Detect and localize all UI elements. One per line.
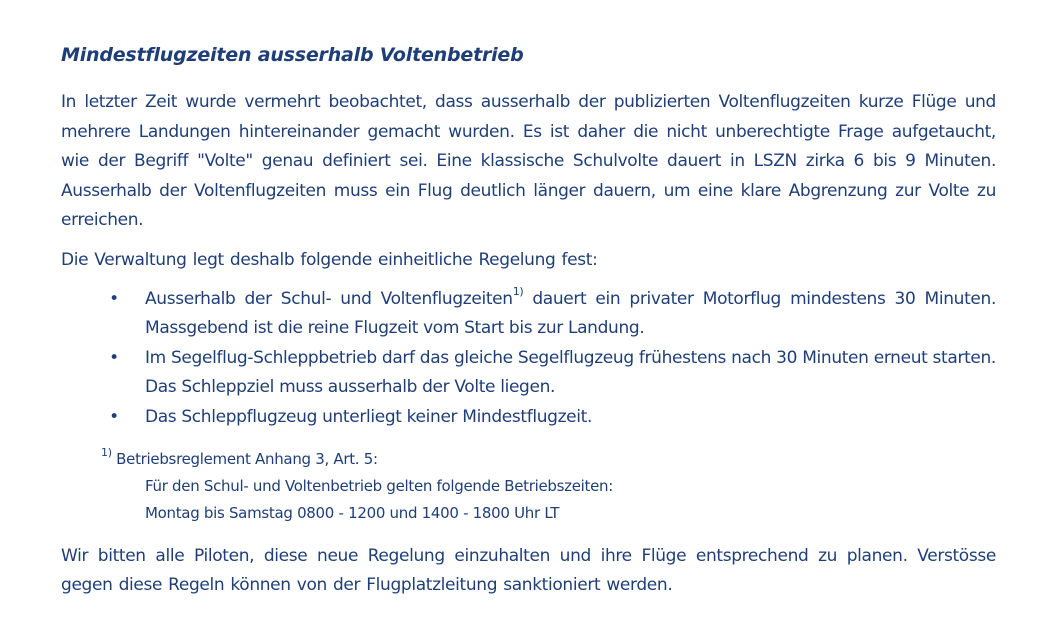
document-heading: Mindestflugzeiten ausserhalb Voltenbetrieb — [61, 44, 524, 66]
list-item-text: Ausserhalb der Schul- und Voltenflugzeiten — [145, 288, 513, 309]
footnote-line-2: Montag bis Samstag 0800 - 1200 und 1400 - 1800 Uhr LT — [145, 503, 560, 522]
footnote-title-line — [101, 446, 996, 473]
bullet-icon: • — [109, 288, 119, 309]
bullet-icon: • — [109, 406, 119, 427]
rule-intro-paragraph: Die Verwaltung legt deshalb folgende einheitliche Regelung fest: — [61, 249, 598, 270]
footnote-line-1: Für den Schul- und Voltenbetrieb gelten folgende Betriebszeiten: — [145, 476, 613, 495]
list-item-text-continued: dauert ein privater Motorflug mindestens 30 Minuten. Massgebend ist die reine Flugzeit vom Start bis zur Landung. — [145, 288, 996, 339]
footnote — [61, 446, 996, 527]
rules-list — [61, 285, 996, 433]
closing-paragraph: Wir bitten alle Piloten, diese neue Regelung einzuhalten und ihre Flüge entsprechend zu planen. Verstösse gegen diese Regeln können von der Flugplatzleitung sanktioniert werden. — [61, 545, 996, 596]
document-page — [61, 42, 996, 601]
list-item — [61, 403, 996, 433]
footnote-reference: 1) — [512, 284, 524, 298]
list-item-text: Das Schleppflugzeug unterliegt keiner Mindestflugzeit. — [145, 406, 593, 427]
intro-paragraph: In letzter Zeit wurde vermehrt beobachtet, dass ausserhalb der publizierten Voltenflugzeiten kurze Flüge und mehrere Landungen hintereinander gemacht wurden. Es ist daher die nicht unberechtigte Frage aufgetaucht, wie der Begriff "Volte" genau definiert sei. Eine klassische Schulvolte dauert in LSZN zirka 6 bis 9 Minuten. Ausserhalb der Voltenflugzeiten muss ein Flug deutlich länger dauern, um eine klare Abgrenzung zur Volte zu erreichen. — [61, 92, 996, 231]
list-item — [61, 285, 996, 344]
footnote-title: Betriebsreglement Anhang 3, Art. 5: — [111, 449, 378, 468]
list-item — [61, 344, 996, 403]
footnote-mark: 1) — [101, 445, 112, 459]
list-item-text: Im Segelflug-Schleppbetrieb darf das gleiche Segelflugzeug frühestens nach 30 Minuten erneut starten. Das Schleppziel muss ausserhalb der Volte liegen. — [145, 347, 996, 398]
bullet-icon: • — [109, 347, 119, 368]
